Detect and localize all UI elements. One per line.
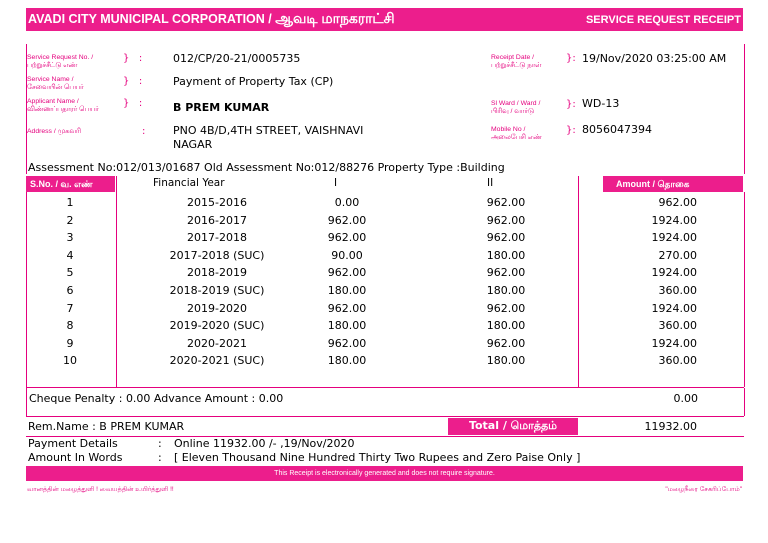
row-7-sno: 7 [66,301,74,315]
row-8-amount: 360.00 [658,319,697,333]
header-amount: Amount / தொகை [616,179,690,189]
footer-note: This Receipt is electronically generated and does not require signature. [26,466,743,481]
row-2-sno: 2 [66,213,74,227]
assessment-line: Assessment No:012/013/01687 Old Assessment No:012/88276 Property Type :Building [28,161,505,174]
row-1-first: 0.00 [334,196,360,209]
receipt-date-label: Receipt Date / பற்றுச்சீட்டு நாள் [491,54,542,69]
separator: : [158,437,162,450]
total-amount: 11932.00 [644,420,697,433]
receipt-info [26,44,745,174]
receipt-date: 19/Nov/2020 03:25:00 AM [582,52,727,65]
penalty-row [26,388,745,416]
row-3-second: 962.00 [486,231,526,245]
ward-label: Sl Ward / Ward / பிரிவு / வார்டு [491,100,541,115]
amount-words-value: [ Eleven Thousand Nine Hundred Thirty Two Rupees and Zero Paise Only ] [174,451,581,464]
table-header [26,176,743,192]
row-3-first: 962.00 [327,231,367,245]
row-8-year: 2019-2020 (SUC) [169,319,265,333]
col-divider [578,176,579,387]
row-8-sno: 8 [66,319,74,333]
row-2-year: 2016-2017 [187,213,247,227]
row-7-amount: 1924.00 [651,301,697,315]
mobile-label: Mobile No / அலைபேசி எண் [491,126,542,141]
service-request-no-label: Service Request No. / பற்றுச்சீட்டு எண் [27,54,94,69]
separator: : [142,126,146,137]
row-7-first: 962.00 [327,301,367,315]
row-7-year: 2019-2020 [187,301,247,315]
row-9-year: 2020-2021 [187,336,247,350]
separator: }: [566,53,576,64]
row-5-year: 2018-2019 [187,266,247,280]
divider [26,436,744,437]
row-5-first: 962.00 [327,266,367,280]
row-6-first: 180.00 [327,284,367,297]
footer-slogan-right: "மழைநீரை சேகரிப்போம்" [665,486,742,493]
total-row [26,417,743,436]
row-1-year: 2015-2016 [187,196,247,209]
applicant-name: B PREM KUMAR [173,101,270,114]
footer-slogan-left: வானத்தின் மழைத்துளி ! வையத்தின் உயிர்த்துளி !! [27,486,174,493]
receipt-title: SERVICE REQUEST RECEIPT [585,13,741,26]
row-4-amount: 270.00 [658,248,697,262]
row-2-second: 962.00 [486,213,526,227]
row-9-sno: 9 [66,336,74,350]
row-1-sno: 1 [66,196,74,209]
separator: }: [566,125,576,136]
ward: WD-13 [582,97,620,110]
row-3-amount: 1924.00 [651,231,697,245]
mobile: 8056047394 [582,123,652,136]
corporation-title-en: AVADI CITY MUNICIPAL CORPORATION / [28,12,276,26]
row-6-amount: 360.00 [658,284,697,297]
total-label: Total / மொத்தம் [448,418,578,435]
row-6-sno: 6 [66,284,74,297]
row-6-second: 180.00 [486,284,526,297]
row-1-amount: 962.00 [658,196,697,209]
separator: }: [566,99,576,110]
row-10-year: 2020-2021 (SUC) [169,354,265,368]
row-5-amount: 1924.00 [651,266,697,280]
amount-words-label: Amount In Words [28,451,123,464]
address: PNO 4B/D,4TH STREET, VAISHNAVI NAGAR [173,124,364,151]
row-9-second: 962.00 [486,336,526,350]
applicant-name-label: Applicant Name / விண்ணப்பதாரர் பெயர் [27,98,99,113]
header-year: Financial Year [153,177,225,189]
row-3-year: 2017-2018 [187,231,247,245]
row-4-year: 2017-2018 (SUC) [169,248,265,262]
payment-details-value: Online 11932.00 /- ,19/Nov/2020 [174,437,355,450]
corporation-title-ta: ஆவடி மாநகராட்சி [275,10,395,26]
separator: } : [123,76,143,87]
row-4-second: 180.00 [486,248,526,262]
row-8-first: 180.00 [327,319,367,333]
header-sno: S.No. / வ. எண் [30,179,93,189]
penalty-text: Cheque Penalty : 0.00 Advance Amount : 0.00 [29,392,284,405]
row-1-second: 962.00 [486,196,526,209]
service-name-label: Service Name / சேவையின் பெயர் [27,76,84,91]
penalty-amount: 0.00 [673,392,698,405]
receipt-header [26,8,743,31]
corporation-title [26,10,395,29]
row-8-second: 180.00 [486,319,526,333]
row-2-amount: 1924.00 [651,213,697,227]
row-4-sno: 4 [66,248,74,262]
row-9-amount: 1924.00 [651,336,697,350]
row-5-second: 962.00 [486,266,526,280]
header-first: I [334,177,338,189]
row-2-first: 962.00 [327,213,367,227]
separator: } : [123,98,143,109]
service-name: Payment of Property Tax (CP) [173,75,334,88]
row-9-first: 962.00 [327,336,367,350]
separator: } : [123,53,143,64]
row-10-amount: 360.00 [658,354,697,368]
header-second: II [487,177,494,189]
address-label: Address / முகவரி [27,128,81,135]
row-10-first: 180.00 [327,354,367,368]
separator: : [158,451,162,464]
col-divider [116,176,117,387]
row-4-first: 90.00 [331,248,363,262]
row-6-year: 2018-2019 (SUC) [169,284,265,297]
rem-name: Rem.Name : B PREM KUMAR [28,420,185,433]
row-10-sno: 10 [63,354,77,368]
payment-details-label: Payment Details [28,437,118,450]
row-10-second: 180.00 [486,354,526,368]
row-3-sno: 3 [66,231,74,245]
row-7-second: 962.00 [486,301,526,315]
row-5-sno: 5 [66,266,74,280]
service-request-no: 012/CP/20-21/0005735 [173,52,301,65]
